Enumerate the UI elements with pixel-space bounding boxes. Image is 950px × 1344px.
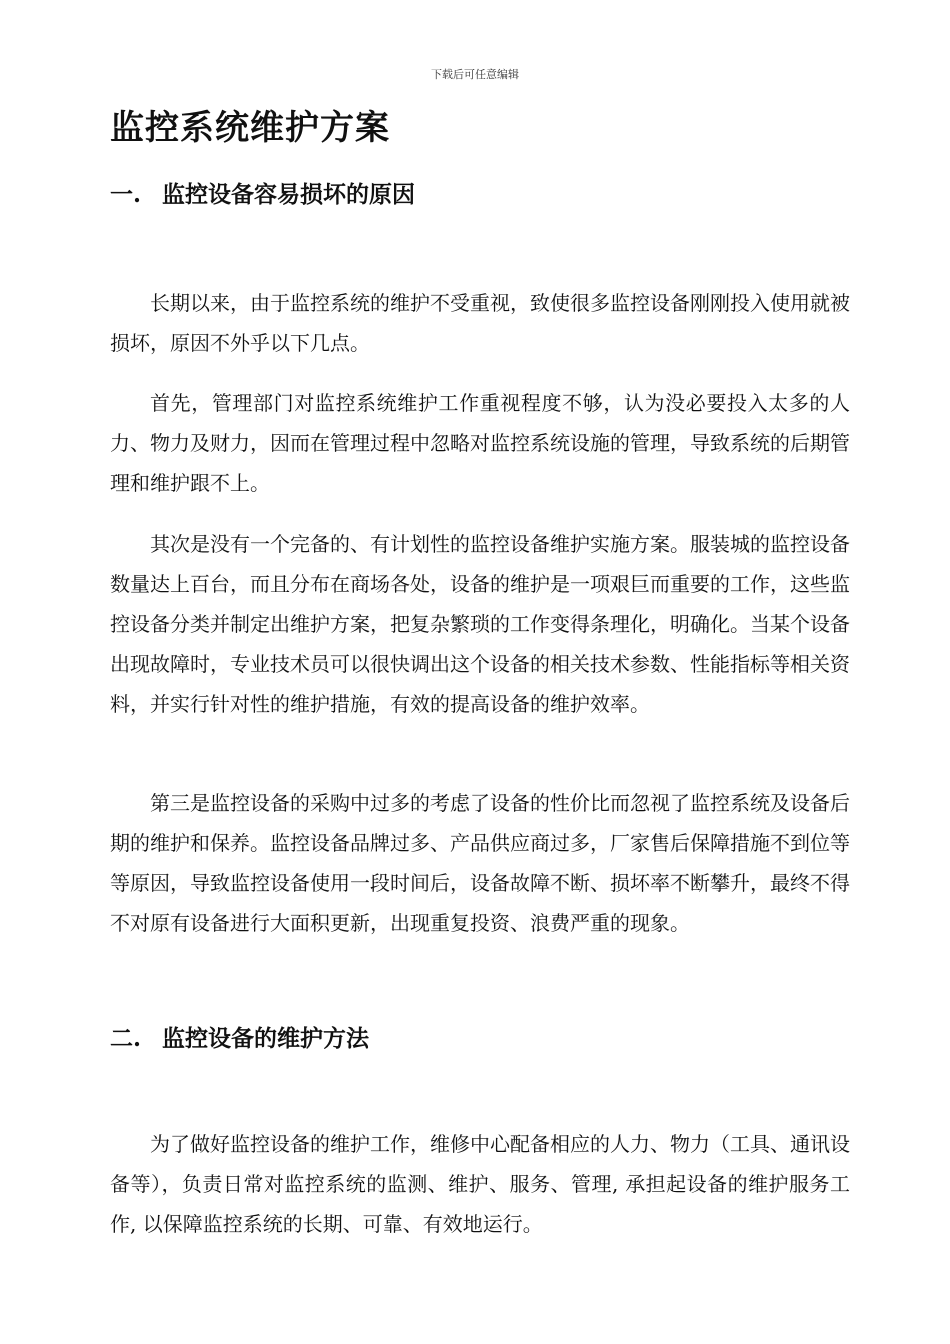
section-number: 二.	[110, 1025, 142, 1052]
paragraph: 第三是监控设备的采购中过多的考虑了设备的性价比而忽视了监控系统及设备后期的维护和保养。监控设备品牌过多、产品供应商过多，厂家售后保障措施不到位等等原因，导致监控设备使用一段时间后，设备故障不断、损坏率不断攀升，最终不得不对原有设备进行大面积更新，出现重复投资、浪费严重的现象。	[110, 791, 850, 935]
section-heading-text: 监控设备的维护方法	[162, 1025, 369, 1052]
paragraph: 为了做好监控设备的维护工作，维修中心配备相应的人力、物力（工具、通讯设备等），负责日常对监控系统的监测、维护、服务、管理, 承担起设备的维护服务工作, 以保障监控系统的长期、可靠、有效地运行。	[110, 1132, 850, 1236]
document-title: 监控系统维护方案	[110, 108, 390, 148]
section-number: 一.	[110, 181, 142, 208]
paragraph: 其次是没有一个完备的、有计划性的监控设备维护实施方案。服装城的监控设备数量达上百台，而且分布在商场各处，设备的维护是一项艰巨而重要的工作，这些监控设备分类并制定出维护方案，把复杂繁琐的工作变得条理化，明确化。当某个设备出现故障时，专业技术员可以很快调出这个设备的相关技术参数、性能指标等相关资料，并实行针对性的维护措施，有效的提高设备的维护效率。	[110, 532, 850, 716]
paragraph: 长期以来，由于监控系统的维护不受重视，致使很多监控设备刚刚投入使用就被损坏，原因不外乎以下几点。	[110, 291, 850, 355]
paragraph: 首先，管理部门对监控系统维护工作重视程度不够，认为没必要投入太多的人力、物力及财力，因而在管理过程中忽略对监控系统设施的管理，导致系统的后期管理和维护跟不上。	[110, 391, 850, 495]
header-note: 下载后可任意编辑	[431, 68, 519, 81]
section-heading-text: 监控设备容易损坏的原因	[162, 181, 415, 208]
section-heading-1	[110, 176, 415, 209]
section-heading-2	[110, 1020, 369, 1053]
